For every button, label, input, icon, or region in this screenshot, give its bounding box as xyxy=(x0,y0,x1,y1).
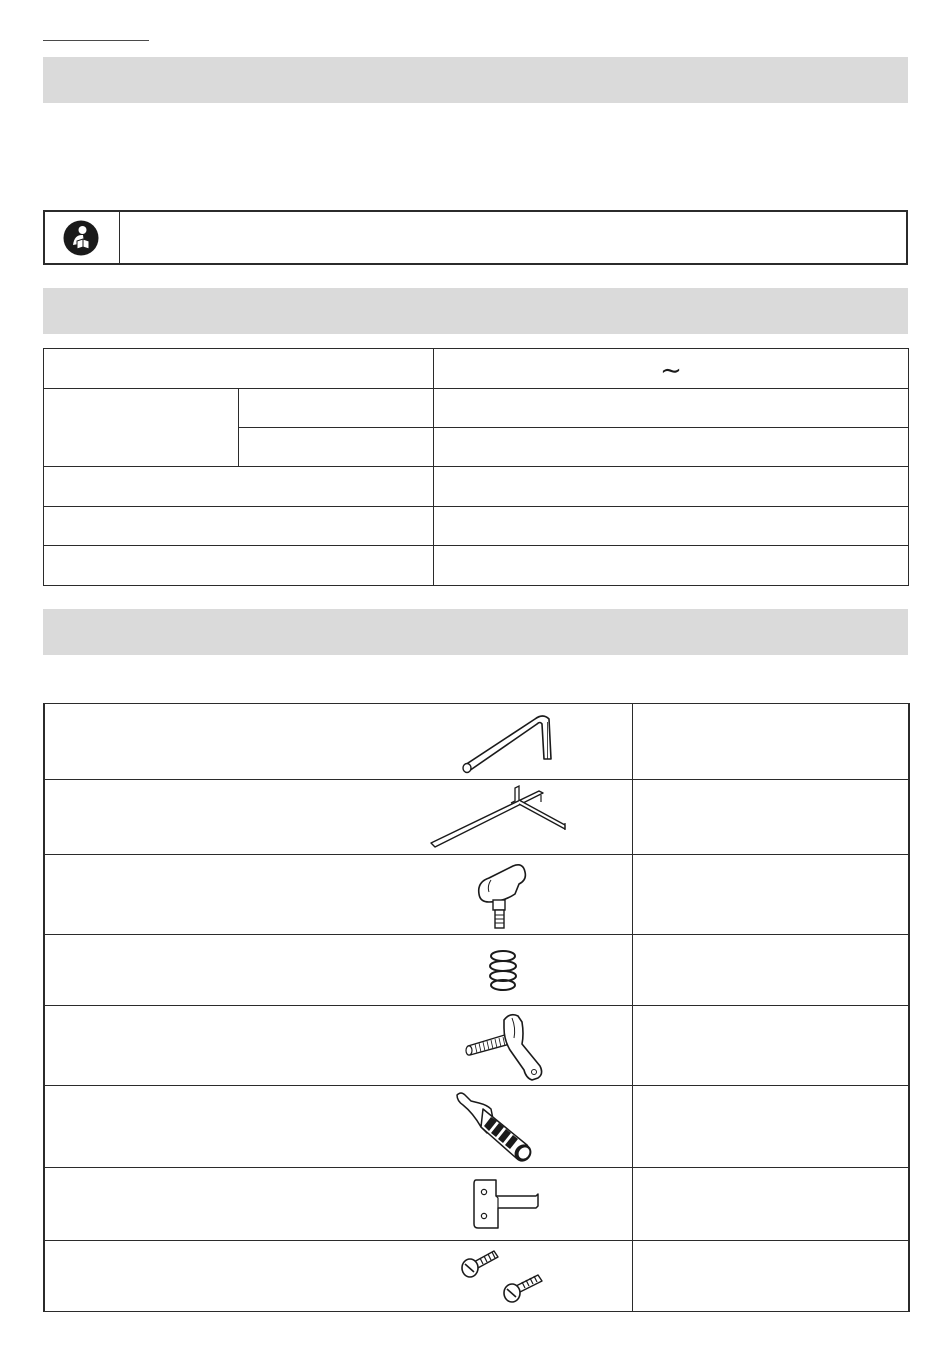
screws-icon xyxy=(448,1241,558,1311)
accessory-qty xyxy=(632,855,909,935)
spec-row xyxy=(44,389,909,428)
wing-knob-icon xyxy=(463,858,543,932)
spec-label xyxy=(44,389,239,467)
specifications-table xyxy=(43,348,909,586)
accessory-image-cell xyxy=(374,704,632,780)
spec-sublabel xyxy=(239,428,434,467)
accessories-table xyxy=(43,703,910,1312)
spec-sublabel xyxy=(239,389,434,428)
section-header-specs xyxy=(43,288,908,334)
spec-value xyxy=(434,507,909,546)
lock-lever-icon xyxy=(448,1008,558,1084)
coil-spring-icon xyxy=(473,944,533,996)
accessory-name xyxy=(44,1241,374,1312)
spec-value xyxy=(434,428,909,467)
section-header-intro xyxy=(43,57,908,103)
accessory-qty xyxy=(632,1086,909,1168)
accessory-qty xyxy=(632,780,909,855)
spec-label xyxy=(44,507,434,546)
rip-fence-icon xyxy=(423,783,583,851)
accessory-qty xyxy=(632,935,909,1006)
accessory-name xyxy=(44,1168,374,1241)
accessory-name xyxy=(44,704,374,780)
accessory-row xyxy=(44,780,909,855)
section-header-accessories xyxy=(43,609,908,655)
accessory-qty xyxy=(632,704,909,780)
spec-row xyxy=(44,507,909,546)
accessory-image-cell xyxy=(374,780,632,855)
notice-icon-cell xyxy=(45,212,120,263)
accessory-image-cell xyxy=(374,1006,632,1086)
safety-notice xyxy=(43,210,908,265)
accessory-qty xyxy=(632,1006,909,1086)
header-rule xyxy=(43,40,149,41)
accessory-row xyxy=(44,935,909,1006)
accessory-row xyxy=(44,855,909,935)
spec-row xyxy=(44,546,909,586)
spec-row xyxy=(44,467,909,507)
hex-key-icon xyxy=(443,707,563,777)
accessory-image-cell xyxy=(374,1241,632,1312)
accessory-row xyxy=(44,1241,909,1312)
read-manual-icon xyxy=(62,219,100,257)
angle-bracket-icon xyxy=(458,1174,548,1234)
accessory-row xyxy=(44,1006,909,1086)
accessory-name xyxy=(44,1086,374,1168)
spec-label xyxy=(44,467,434,507)
spec-label-power xyxy=(44,349,434,389)
accessory-name xyxy=(44,935,374,1006)
spec-value xyxy=(434,389,909,428)
accessory-qty xyxy=(632,1241,909,1312)
ac-symbol: ∼ xyxy=(660,354,682,385)
accessory-row xyxy=(44,1168,909,1241)
accessory-name xyxy=(44,1006,374,1086)
accessory-name xyxy=(44,780,374,855)
accessory-row xyxy=(44,1086,909,1168)
accessory-row xyxy=(44,704,909,780)
accessory-qty xyxy=(632,1168,909,1241)
spec-row-power xyxy=(44,349,909,389)
accessory-name xyxy=(44,855,374,935)
spec-value xyxy=(434,546,909,586)
accessory-image-cell xyxy=(374,935,632,1006)
accessory-image-cell xyxy=(374,1086,632,1168)
spec-value-power xyxy=(434,349,909,389)
accessory-image-cell xyxy=(374,855,632,935)
spec-label xyxy=(44,546,434,586)
spec-value xyxy=(434,467,909,507)
handle-grip-icon xyxy=(443,1087,563,1167)
accessory-image-cell xyxy=(374,1168,632,1241)
